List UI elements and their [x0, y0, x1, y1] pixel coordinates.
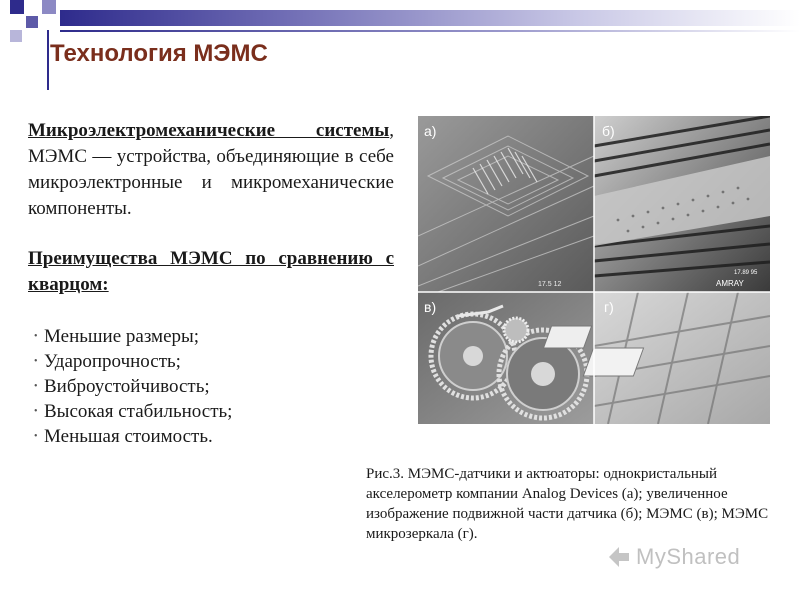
definition-term: Микроэлектромеханические системы: [28, 120, 390, 141]
header-vertical-rule: [47, 30, 49, 90]
definition-paragraph: [28, 118, 394, 222]
text-column: [28, 118, 394, 449]
list-item: • Виброустойчивость;: [34, 374, 394, 399]
list-item: • Ударопрочность;: [34, 349, 394, 374]
advantages-heading: Преимущества МЭМС по сравнению с кварцом:: [28, 248, 394, 295]
definition-text: , МЭМС — устройства, объединяющие в себе микроэлектронные и микромеханические компоненты.: [28, 120, 394, 219]
list-item: • Меньшие размеры;: [34, 324, 394, 349]
panel-label: в): [424, 299, 437, 315]
panel-b-scale-text: 17.89 95: [734, 270, 758, 276]
advantages-list: [34, 324, 394, 449]
panel-label: б): [602, 123, 615, 139]
panel-a-scale-text: 17.5 12: [538, 281, 562, 288]
watermark: [606, 544, 740, 570]
panel-a-accelerometer: [418, 116, 594, 292]
panel-label: г): [604, 299, 614, 315]
header-rule: [60, 30, 800, 32]
decor-square: [10, 0, 24, 14]
mems-micrograph-figure: [418, 116, 770, 424]
decor-square: [42, 0, 56, 14]
panel-b-microscope-label: AMRAY: [716, 279, 744, 288]
panel-label: а): [424, 123, 437, 139]
decor-square: [26, 16, 38, 28]
list-item: • Меньшая стоимость.: [34, 424, 394, 449]
panel-c-gears: [418, 292, 594, 424]
decor-square: [10, 30, 22, 42]
slide-title: Технология МЭМС: [50, 40, 268, 67]
panel-b-comb-structure: [594, 116, 770, 292]
header-gradient-bar: [60, 10, 800, 26]
watermark-text: MyShared: [636, 544, 741, 569]
list-item: • Высокая стабильность;: [34, 399, 394, 424]
figure-caption: Рис.3. МЭМС-датчики и актюаторы: однокристальный акселерометр компании Analog Devices (а); увеличенное изображение подвижной части датчика (б); МЭМС (в); МЭМС микрозеркала (г).: [366, 466, 769, 542]
watermark-arrow-icon: [606, 544, 632, 570]
